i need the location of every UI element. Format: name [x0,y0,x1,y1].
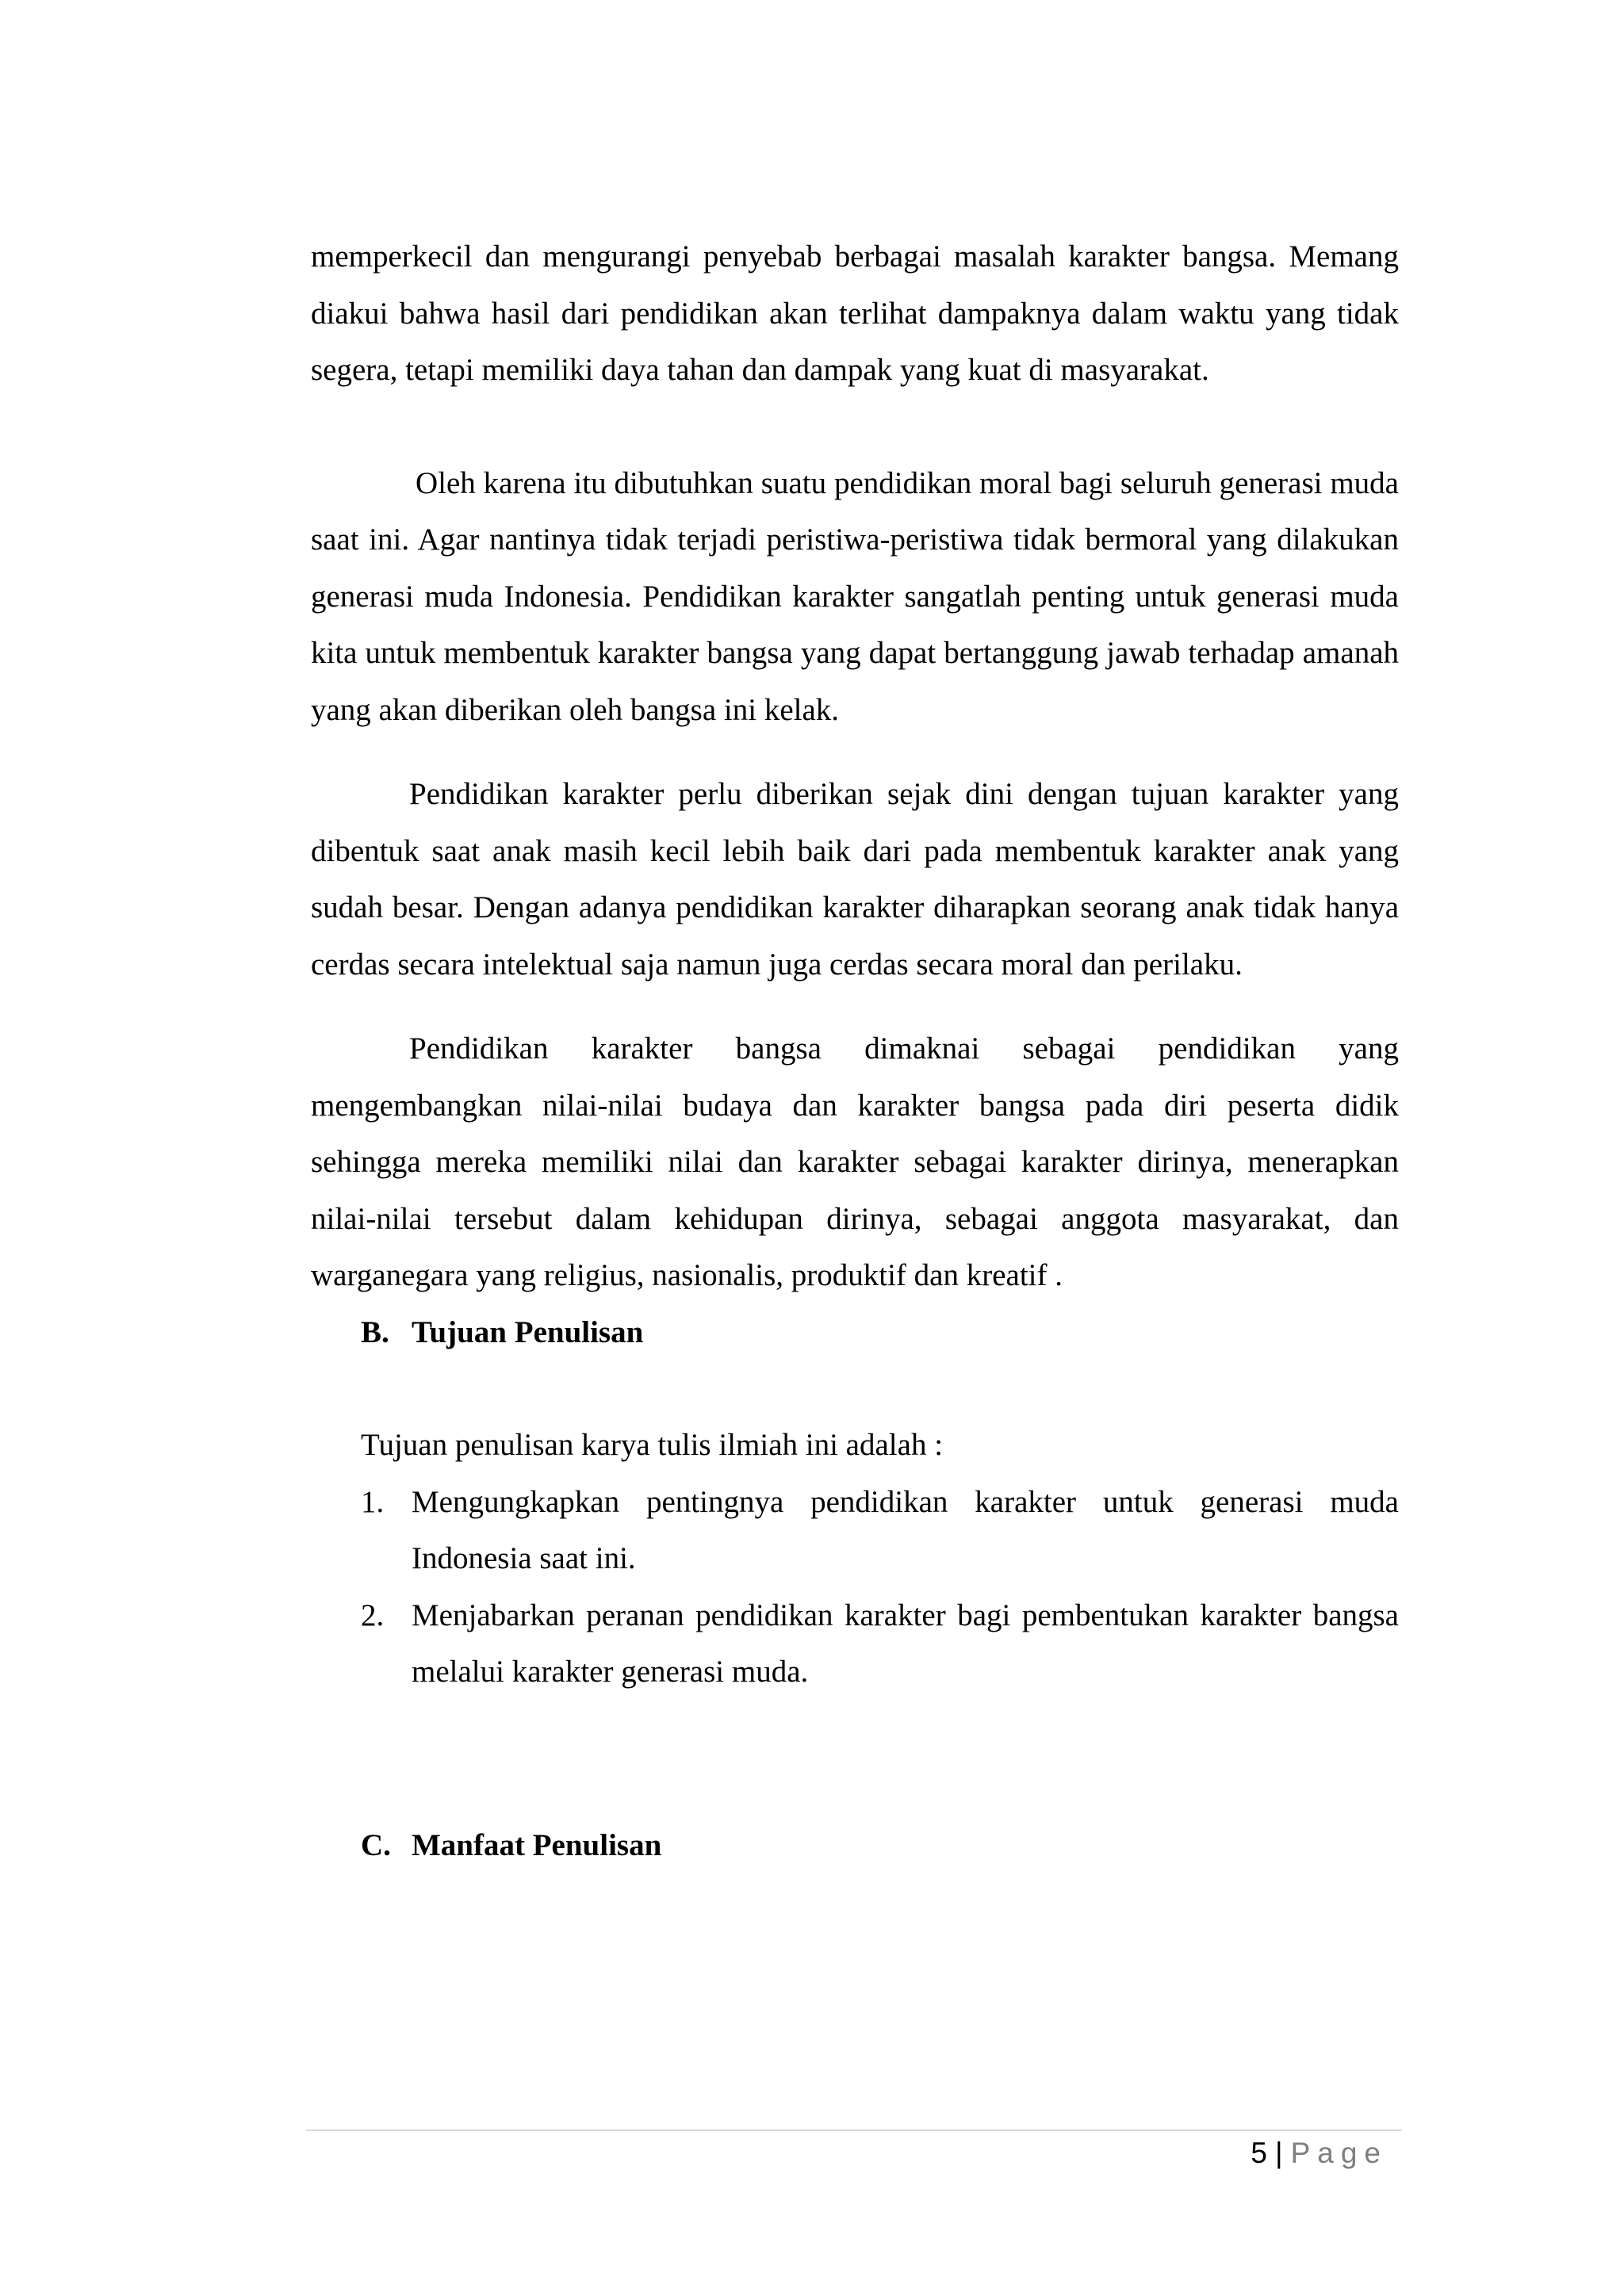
list-item-number: 1. [361,1484,385,1519]
page-footer [1251,2133,1388,2174]
section-heading-manfaat [311,1817,1399,1874]
list-intro: Tujuan penulisan karya tulis ilmiah ini adalah : [361,1428,944,1462]
body-paragraph-4: Pendidikan karakter bangsa dimaknai sebagai pendidikan yang mengembangkan nilai-nilai budaya dan karakter bangsa pada diri peserta didik sehingga mereka memiliki nilai dan karakter sebagai karakter dirinya, menerapkan nilai-nilai tersebut dalam kehidupan dirinya, sebagai anggota masyarakat, dan warganegara yang religius, nasionalis, produktif dan kreatif . [311,1031,1399,1292]
footer-divider [306,2130,1402,2131]
body-paragraph-2: Oleh karena itu dibutuhkan suatu pendidikan moral bagi seluruh generasi muda saat ini. Agar nantinya tidak terjadi peristiwa-peristiwa tidak bermoral yang dilakukan generasi muda Indonesia. Pendidikan karakter sangatlah penting untuk generasi muda kita untuk membentuk karakter bangsa yang dapat bertanggung jawab terhadap amanah yang akan diberikan oleh bangsa ini kelak. [311,465,1399,727]
list-item [311,1474,1399,1587]
list-item-text: Mengungkapkan pentingnya pendidikan karakter untuk generasi muda Indonesia saat ini. [412,1484,1399,1575]
body-paragraph-3: Pendidikan karakter perlu diberikan sejak dini dengan tujuan karakter yang dibentuk saat anak masih kecil lebih baik dari pada membentuk karakter anak yang sudah besar. Dengan adanya pendidikan karakter diharapkan seorang anak tidak hanya cerdas secara intelektual saja namun juga cerdas secara moral dan perilaku. [311,777,1399,982]
page-content [311,228,1399,1873]
page-label: Page [1290,2137,1388,2169]
section-title: Manfaat Penulisan [412,1827,662,1862]
section-letter: C. [361,1827,391,1862]
body-paragraph-1: memperkecil dan mengurangi penyebab berbagai masalah karakter bangsa. Memang diakui bahwa hasil dari pendidikan akan terlihat dampaknya dalam waktu yang tidak segera, tetapi memiliki daya tahan dan dampak yang kuat di masyarakat. [311,239,1399,387]
section-letter: B. [361,1314,389,1349]
section-title: Tujuan Penulisan [412,1314,644,1349]
section-heading-tujuan [311,1304,1399,1361]
list-item-number: 2. [361,1598,385,1632]
page-number: 5 [1251,2137,1267,2169]
list-item-text: Menjabarkan peranan pendidikan karakter bagi pembentukan karakter bangsa melalui karakter generasi muda. [412,1598,1399,1689]
objectives-list [311,1474,1399,1701]
footer-separator: | [1274,2137,1283,2169]
list-item [311,1587,1399,1701]
